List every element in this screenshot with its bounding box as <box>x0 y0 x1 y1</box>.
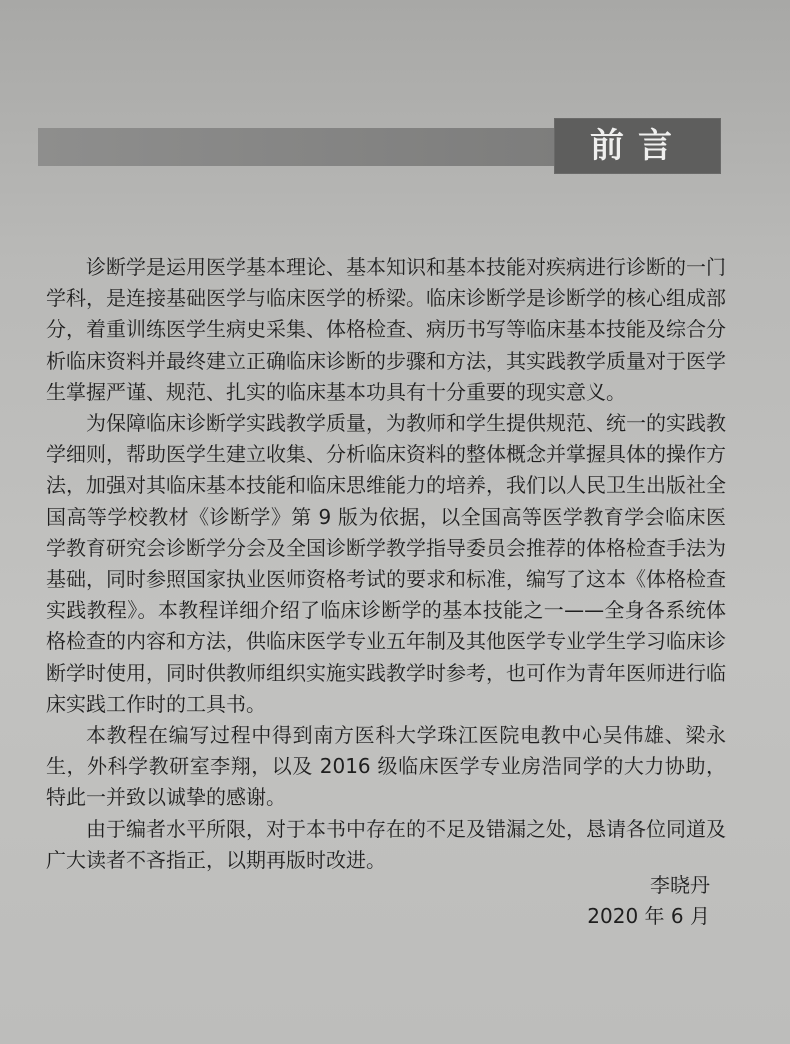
preface-body <box>46 252 726 876</box>
author-name: 李晓丹 <box>650 873 710 897</box>
paragraph-1: 诊断学是运用医学基本理论、基本知识和基本技能对疾病进行诊断的一门学科，是连接基础医学与临床医学的桥梁。临床诊断学是诊断学的核心组成部分，着重训练医学生病史采集、体格检查、病历书写等临床基本技能及综合分析临床资料并最终建立正确临床诊断的步骤和方法，其实践教学质量对于医学生掌握严谨、规范、扎实的临床基本功具有十分重要的现实意义。 <box>46 255 726 404</box>
paragraph-3: 本教程在编写过程中得到南方医科大学珠江医院电教中心吴伟雄、梁永生，外科学教研室李翔，以及 2016 级临床医学专业房浩同学的大力协助，特此一并致以诚挚的感谢。 <box>46 723 726 810</box>
header-box <box>554 118 721 174</box>
paragraph-2: 为保障临床诊断学实践教学质量，为教师和学生提供规范、统一的实践教学细则，帮助医学生建立收集、分析临床资料的整体概念并掌握具体的操作方法，加强对其临床基本技能和临床思维能力的培养，我们以人民卫生出版社全国高等学校教材《诊断学》第 9 版为依据，以全国高等医学教育学会临床医学教育研究会诊断学分会及全国诊断学教学指导委员会推荐的体格检查手法为基础，同时参照国家执业医师资格考试的要求和标准，编写了这本《体格检查实践教程》。本教程详细介绍了临床诊断学的基本技能之一——全身各系统体格检查的内容和方法，供临床医学专业五年制及其他医学专业学生学习临床诊断学时使用，同时供教师组织实施实践教学时参考，也可作为青年医师进行临床实践工作时的工具书。 <box>46 411 726 716</box>
page-title: 前言 <box>590 126 686 166</box>
header-band <box>38 118 721 174</box>
header-bar <box>38 128 558 166</box>
signature-block <box>587 870 710 932</box>
paragraph-4: 由于编者水平所限，对于本书中存在的不足及错漏之处，恳请各位同道及广大读者不吝指正，以期再版时改进。 <box>46 816 726 872</box>
signature-date: 2020 年 6 月 <box>587 904 710 928</box>
